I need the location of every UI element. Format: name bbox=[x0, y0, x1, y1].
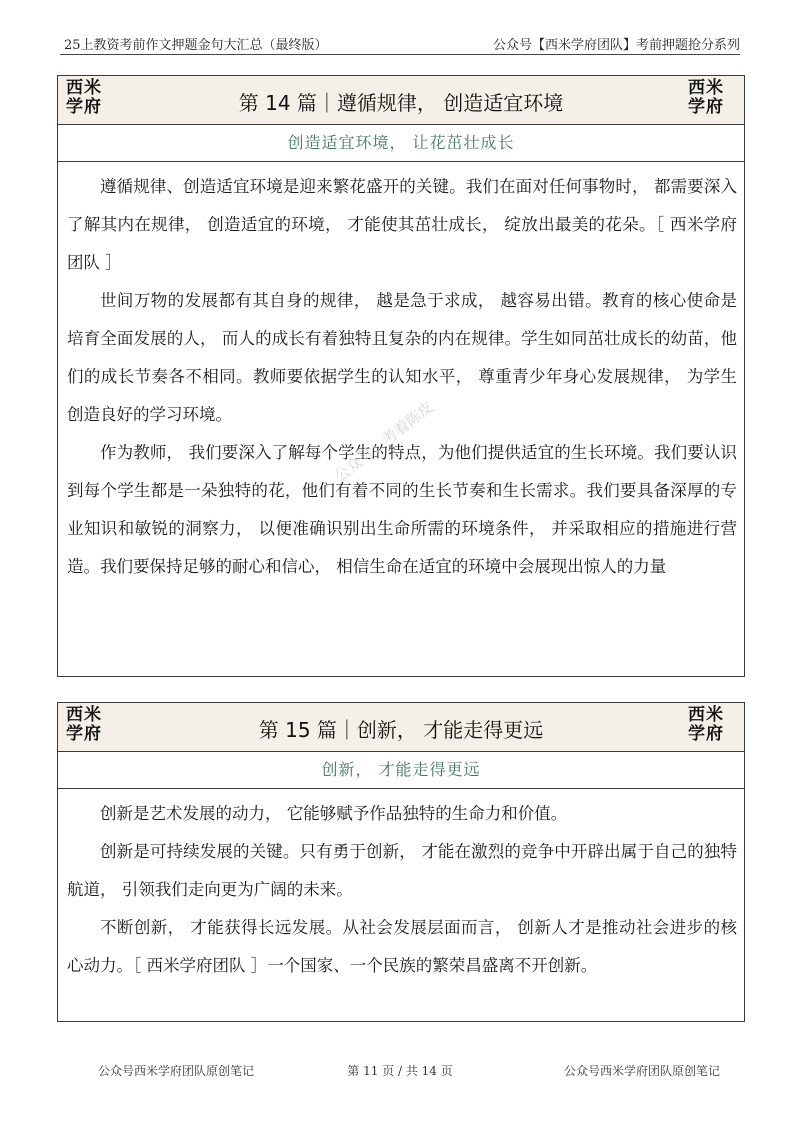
paragraph: 世间万物的发展都有其自身的规律， 越是急于求成， 越容易出错。教育的核心使命是培育全面发展的人， 而人的成长有着独特且复杂的内在规律。学生如同茁壮成长的幼苗，他们的成长节奏各不相同。教师要依据学生的认知水平， 尊重青少年身心发展规律， 为学生创造良好的学习环境。 bbox=[67, 291, 737, 424]
logo-line1: 西米 bbox=[66, 705, 102, 725]
page-number: 第 11 页 / 共 14 页 bbox=[347, 1064, 453, 1078]
header-right-title: 公众号【西米学府团队】考前押题抢分系列 bbox=[492, 38, 740, 53]
ximi-logo bbox=[66, 706, 114, 744]
card-header bbox=[58, 76, 744, 125]
header-left-title: 25上教资考前作文押题金句大汇总（最终版） bbox=[64, 38, 328, 53]
card-subtitle: 创新， 才能走得更远 bbox=[58, 752, 744, 789]
paragraph: 作为教师， 我们要深入了解每个学生的特点，为他们提供适宜的生长环境。我们要认识到每个学生都是一朵独特的花，他们有着不同的生长节奏和生长需求。我们要具备深厚的专业知识和敏锐的洞察力， 以便准确识别出生命所需的环境条件， 并采取相应的措施进行营造。我们要保持足够的耐心和信心， 相信生命在适宜的环境中会展现出惊人的力量 bbox=[67, 443, 737, 576]
watermark: 公众号：考着陈皮 bbox=[331, 397, 437, 486]
essay-card-15 bbox=[57, 702, 745, 1022]
card-body bbox=[58, 789, 744, 993]
logo-line1: 西米 bbox=[688, 78, 724, 98]
card-title: 第 14 篇｜遵循规律， 创造适宜环境 bbox=[238, 91, 564, 115]
ximi-logo bbox=[66, 79, 114, 117]
paragraph: 创新是艺术发展的动力， 它能够赋予作品独特的生命力和价值。 bbox=[100, 804, 568, 823]
paragraph: 遵循规律、创造适宜环境是迎来繁花盛开的关键。我们在面对任何事物时， 都需要深入了解其内在规律， 创造适宜的环境， 才能使其茁壮成长， 绽放出最美的花朵。［ 西米学府团队 ］ bbox=[67, 177, 737, 272]
footer-left: 公众号西米学府团队原创笔记 bbox=[98, 1064, 255, 1078]
logo-line1: 西米 bbox=[688, 705, 724, 725]
card-header bbox=[58, 703, 744, 752]
card-title: 第 15 篇｜创新， 才能走得更远 bbox=[258, 718, 544, 742]
card-subtitle: 创造适宜环境， 让花茁壮成长 bbox=[58, 125, 744, 162]
logo-line2: 学府 bbox=[688, 97, 724, 117]
logo-line2: 学府 bbox=[66, 724, 102, 744]
logo-line2: 学府 bbox=[66, 97, 102, 117]
logo-line1: 西米 bbox=[66, 78, 102, 98]
ximi-logo bbox=[688, 79, 736, 117]
paragraph: 创新是可持续发展的关键。只有勇于创新， 才能在激烈的竞争中开辟出属于自己的独特航道， 引领我们走向更为广阔的未来。 bbox=[67, 842, 737, 899]
essay-card-14 bbox=[57, 75, 745, 677]
paragraph: 不断创新， 才能获得长远发展。从社会发展层面而言， 创新人才是推动社会进步的核心动力。［ 西米学府团队 ］一个国家、一个民族的繁荣昌盛离不开创新。 bbox=[67, 918, 737, 975]
logo-line2: 学府 bbox=[688, 724, 724, 744]
ximi-logo bbox=[688, 706, 736, 744]
footer-right: 公众号西米学府团队原创笔记 bbox=[563, 1064, 720, 1078]
page-footer bbox=[80, 1062, 720, 1082]
page-header bbox=[60, 28, 740, 55]
card-body bbox=[58, 162, 744, 594]
